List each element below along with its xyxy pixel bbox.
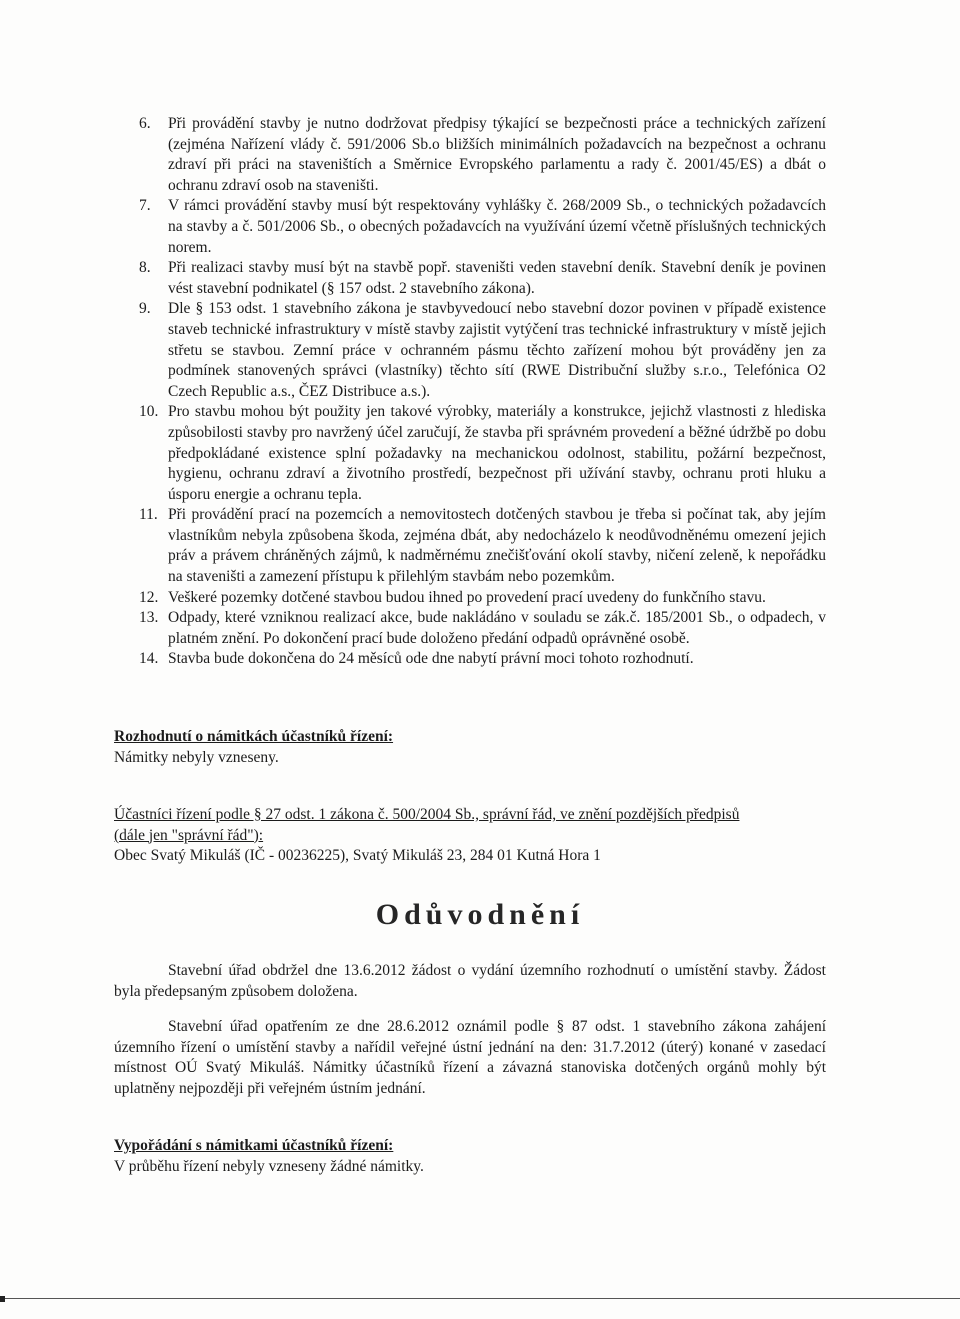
- scan-edge-line: [0, 1298, 960, 1299]
- settlement-text: V průběhu řízení nebyly vzneseny žádné námitky.: [114, 1157, 424, 1175]
- participants-title-line1: Účastníci řízení podle § 27 odst. 1 zákona č. 500/2004 Sb., správní řád, ve znění pozdějších předpisů: [114, 806, 740, 823]
- list-item: [114, 258, 826, 299]
- item-number: 6.: [139, 115, 151, 132]
- item-text: Odpady, které vzniknou realizací akce, bude nakládáno v souladu se zák.č. 185/2001 Sb., o odpadech, v platném znění. Po dokončení prací bude doloženo předání odpadů oprávněné osobě.: [168, 609, 826, 647]
- settlement-section: [114, 1136, 826, 1177]
- list-item: [114, 505, 826, 587]
- list-item: [114, 196, 826, 258]
- reasoning-heading: Odůvodnění: [375, 898, 585, 931]
- item-text: Při provádění prací na pozemcích a nemovitostech dotčených stavbou je třeba si počínat tak, aby jejím vlastníkům nebyla způsobena škoda, zejména dbát, aby nedocházelo k neodůvodněnému omezení jejich práv a právem chráněných zájmů, k nadměrnému znečišťování okolí stavby, ničení zeleně, k nepořádku na staveništi a zamezení přístupu k přilehlým stavbám nebo pozemkům.: [168, 506, 826, 586]
- item-number: 12.: [139, 588, 159, 606]
- item-number: 8.: [139, 259, 151, 277]
- item-text: Pro stavbu mohou být použity jen takové výrobky, materiály a konstrukce, jejichž vlastnosti z hlediska způsobilosti stavby pro navržený účel zaručují, že stavba při správném provedení a běžné údržbě po dobu předpokládané existence splní požadavky na mechanickou odolnost, stabilitu, požární bezpečnost, hygienu, ochranu zdraví a životního prostředí, bezpečnost při užívání stavby, ochranu proti hluku a úsporu energie a ochranu tepla.: [168, 403, 826, 503]
- item-text: Dle § 153 odst. 1 stavebního zákona je stavbyvedoucí nebo stavební dozor povinen v případě existence staveb technické infrastruktury v místě stavby zajistit vytýčení tras technické infrastruktury v místě jejich střetu se stavbou. Zemní práce v ochranném pásmu těchto zařízení mohou být prováděny jen za podmínek stanovených správci (vlastníky) těchto sítí (RWE Distribuční služby s.r.o., Telefónica O2 Czech Republic a.s., ČEZ Distribuce a.s.).: [168, 300, 826, 400]
- list-item: [114, 608, 826, 649]
- item-number: 13.: [139, 609, 159, 627]
- list-item: [114, 114, 826, 196]
- list-item: [114, 402, 826, 505]
- objections-title: Rozhodnutí o námitkách účastníků řízení:: [114, 728, 394, 745]
- item-number: 14.: [139, 650, 159, 668]
- scan-edge-mark: [0, 1296, 5, 1302]
- item-text: Veškeré pozemky dotčené stavbou budou ihned po provedení prací uvedeny do funkčního stavu.: [168, 588, 766, 606]
- settlement-title: Vypořádání s námitkami účastníků řízení:: [114, 1137, 394, 1154]
- participants-section: [114, 805, 826, 867]
- item-text: Při realizaci stavby musí být na stavbě popř. staveništi veden stavební deník. Stavební deník je povinen vést stavební podnikatel (§ 157 odst. 2 stavebního zákona).: [168, 259, 826, 297]
- item-number: 11.: [139, 506, 158, 524]
- item-number: 7.: [139, 197, 151, 215]
- participants-title-line2: (dále jen "správní řád"):: [114, 826, 264, 844]
- list-item: [114, 299, 826, 402]
- objections-text: Námitky nebyly vzneseny.: [114, 748, 279, 766]
- list-item: [114, 588, 826, 609]
- reasoning-paragraph-1: Stavební úřad obdržel dne 13.6.2012 žádost o vydání územního rozhodnutí o umístění stavby. Žádost byla předepsaným způsobem doložena.: [114, 962, 826, 1000]
- item-text: Stavba bude dokončena do 24 měsíců ode dne nabytí právní moci tohoto rozhodnutí.: [168, 650, 694, 668]
- item-number: 10.: [139, 403, 159, 421]
- objections-section: [114, 727, 826, 768]
- item-text: V rámci provádění stavby musí být respektovány vyhlášky č. 268/2009 Sb., o technických požadavcích na stavby a č. 501/2006 Sb., o obecných požadavcích na využívání území včetně příslušných technických norem.: [168, 197, 826, 256]
- participants-text: Obec Svatý Mikuláš (IČ - 00236225), Svatý Mikuláš 23, 284 01 Kutná Hora 1: [114, 847, 601, 865]
- conditions-list: [114, 114, 826, 670]
- list-item: [114, 649, 826, 670]
- item-text: Při provádění stavby je nutno dodržovat předpisy týkající se bezpečnosti práce a technických zařízení (zejména Nařízení vlády č. 591/2006 Sb.o bližších minimálních požadavcích na bezpečnost a ochranu zdraví při práci na staveništích a Směrnice Evropského parlamentu a rady č. 2001/45/ES) a dbát o ochranu zdraví osob na staveništi.: [168, 115, 826, 194]
- reasoning-paragraph-2: Stavební úřad opatřením ze dne 28.6.2012 oznámil podle § 87 odst. 1 stavebního zákona zahájení územního řízení o umístění stavby a nařídil veřejné ústní jednání na den: 31.7.2012 (úterý) konané v zasedací místnost OÚ Svatý Mikuláš. Námitky účastníků řízení a závazná stanoviska dotčených orgánů mohly být uplatněny nejpozději při veřejném ústním jednání.: [114, 1018, 826, 1097]
- item-number: 9.: [139, 300, 151, 318]
